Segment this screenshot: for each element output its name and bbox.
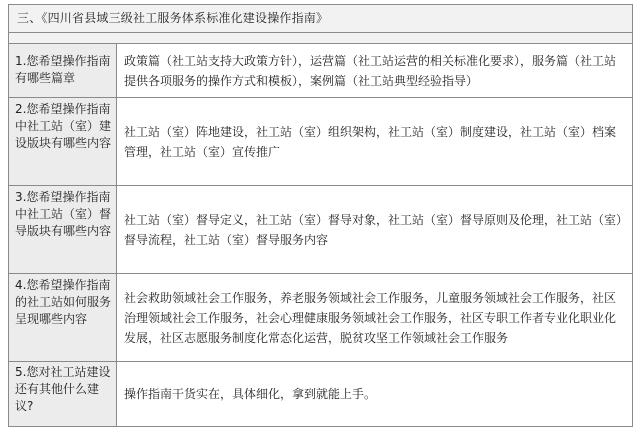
question-cell — [9, 186, 117, 274]
question-cell — [9, 44, 117, 98]
table-row — [9, 274, 633, 362]
spacer-row — [9, 33, 633, 44]
table-row — [9, 186, 633, 274]
question-cell — [9, 98, 117, 186]
answer-cell: 社工站（室）阵地建设，社工站（室）组织架构，社工站（室）制度建设，社工站（室）档案管理，社工站（室）宣传推广 — [117, 98, 633, 186]
question-cell — [9, 362, 117, 427]
section-title: 三、《四川省县域三级社工服务体系标准化建设操作指南》 — [9, 5, 633, 33]
question-cell — [9, 274, 117, 362]
answer-cell: 社工站（室）督导定义，社工站（室）督导对象，社工站（室）督导原则及伦理，社工站（室）督导流程，社工站（室）督导服务内容 — [117, 186, 633, 274]
table-row — [9, 44, 633, 98]
section-header-row — [9, 5, 633, 33]
survey-table — [8, 4, 633, 427]
table-row — [9, 362, 633, 427]
answer-cell: 社会救助领域社会工作服务，养老服务领域社会工作服务，儿童服务领域社会工作服务，社区治理领域社会工作服务，社会心理健康服务领域社会工作服务，社区专职工作者专业化职业化发展，社区志愿服务制度化常态化运营，脱贫攻坚工作领域社会工作服务 — [117, 274, 633, 362]
answer-cell: 政策篇（社工站支持大政策方针），运营篇（社工站运营的相关标准化要求），服务篇（社工站提供各项服务的操作方式和模板），案例篇（社工站典型经验指导） — [117, 44, 633, 98]
question-text: 5.您对社工站建设还有其他什么建议? — [15, 365, 111, 413]
table-row — [9, 98, 633, 186]
question-text: 2.您希望操作指南中社工站（室）建设版块有哪些内容 — [15, 102, 112, 150]
question-text: 4.您希望操作指南的社工站如何服务呈现哪些内容 — [15, 278, 112, 326]
answer-cell: 操作指南干货实在，具体细化，拿到就能上手。 — [117, 362, 633, 427]
question-text: 3.您希望操作指南中社工站（室）督导版块有哪些内容 — [15, 190, 112, 238]
question-text: 1.您希望操作指南有哪些篇章 — [15, 54, 111, 85]
spacer-cell — [9, 33, 633, 44]
